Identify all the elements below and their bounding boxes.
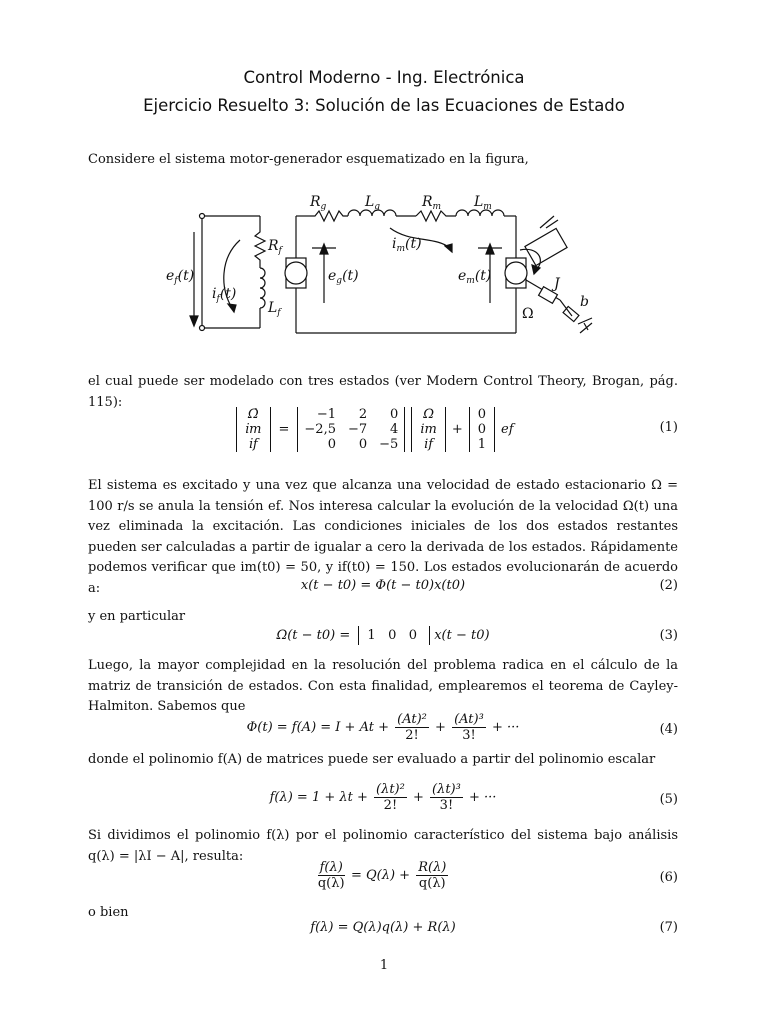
model-sentence: el cual puede ser modelado con tres estados (ver Modern Control Theory, Brogan, pág. 115): <box>88 374 678 410</box>
page-number: 1 <box>379 958 389 973</box>
text-en-particular: y en particular <box>88 609 186 624</box>
svg-text:Lm: $L_m$ <box>474 194 492 212</box>
svg-text:Ω: Ω <box>522 306 534 322</box>
eq1-state-vector: Ω̇ i̇m i̇f <box>236 407 271 452</box>
eq1-x-vector: Ω im if <box>411 407 446 452</box>
svg-text:Lg: $L_g$ <box>365 194 381 212</box>
paragraph-division: Si dividimos el polinomio f(λ) por el polinomio característico del sistema bajo análisis q(λ) = |λI − A|, resulta: <box>88 828 678 864</box>
inductor-lf <box>260 268 265 308</box>
eq1-matrix-a: −1 2 0 −2,5 −7 4 0 0 −5 <box>297 407 405 452</box>
equation-4: Φ(t) = f(A) = I + At + $\frac{\text{(At)²}}{2!}$ + $\frac{\text{(At)³}}{3!}$ + ··· (4) <box>246 712 678 743</box>
eq1-number: (1) <box>659 420 678 435</box>
paragraph-cayley: Luego, la mayor complejidad en la resolución del problema radica en el cálculo de la matriz de transición de estados. Con esta finalidad, emplearemos el teorema de Cayley-Halmiton. Sabemos que <box>88 658 678 714</box>
paragraph-excitation: El sistema es excitado y una vez que alcanza una velocidad de estado estacionario Ω = 100 r/s se anula la tensión ef. Nos interesa calcular la evolución de la velocidad Ω(t) una vez eliminada la excitación. Las condiciones iniciales de los dos estados restantes pueden ser calculadas a partir de igualar a cero la derivada de los estados. Rápidamente podemos verificar que im(t0) = 50, y if(t0) = 150. Los estados evolucionarán de acuerdo a: <box>88 478 678 596</box>
svg-text:J: J <box>554 276 560 292</box>
svg-text:if(t): $i_f(t)$ <box>212 286 237 304</box>
svg-text:Rf: $R_f$ <box>268 238 282 256</box>
resistor-rm <box>416 211 456 221</box>
eq1-b-vector: 0 0 1 <box>469 407 495 452</box>
inductor-lm <box>456 210 504 216</box>
equation-1: Ω̇ i̇m i̇f = −1 2 0 −2,5 −7 4 0 0 −5 Ω im if + 0 0 1 ef (1) <box>88 398 678 460</box>
svg-text:ef(t): $e_f(t)$ <box>166 268 195 286</box>
equation-2: x(t − t0) = Φ(t − t0)x(t0) (2) <box>300 578 678 593</box>
inductor-lg <box>348 210 396 216</box>
svg-text:em(t): $e_m(t)$ <box>458 268 492 286</box>
equation-5: f(λ) = 1 + λt + $\frac{\text{(λt)²}}{2!}$ + $\frac{\text{(λt)³}}{3!}$ + ··· (5) <box>269 782 678 813</box>
resistor-rf <box>255 226 265 264</box>
equation-6: $\frac{f(\lambda)}{q(\lambda)}$ = Q(λ) + $\frac{R(\lambda)}{q(\lambda)}$ (6) <box>317 860 678 891</box>
svg-text:im(t): $i_m(t)$ <box>392 236 422 254</box>
text-o-bien: o bien <box>88 905 129 920</box>
intro-text: Considere el sistema motor-generador esquematizado en la figura, <box>88 152 529 167</box>
equation-7: f(λ) = Q(λ)q(λ) + R(λ) (7) <box>310 920 678 935</box>
svg-text:Rg: $R_g$ <box>310 194 327 212</box>
title-line-1: Control Moderno - Ing. Electrónica <box>243 68 525 87</box>
equation-3: Ω(t − t0) = 1 0 0 x(t − t0) (3) <box>276 628 678 643</box>
resistor-rg <box>310 211 348 221</box>
svg-text:Lf: $L_f$ <box>268 300 281 318</box>
svg-text:Rm: $R_m$ <box>422 194 442 212</box>
svg-text:b: b <box>580 294 589 310</box>
title-line-2: Ejercicio Resuelto 3: Solución de las Ecuaciones de Estado <box>143 96 625 115</box>
svg-text:eg(t): $e_g(t)$ <box>328 268 359 286</box>
motor-generator-diagram <box>160 188 610 353</box>
text-donde: donde el polinomio f(A) de matrices puede ser evaluado a partir del polinomio escalar <box>88 752 656 767</box>
